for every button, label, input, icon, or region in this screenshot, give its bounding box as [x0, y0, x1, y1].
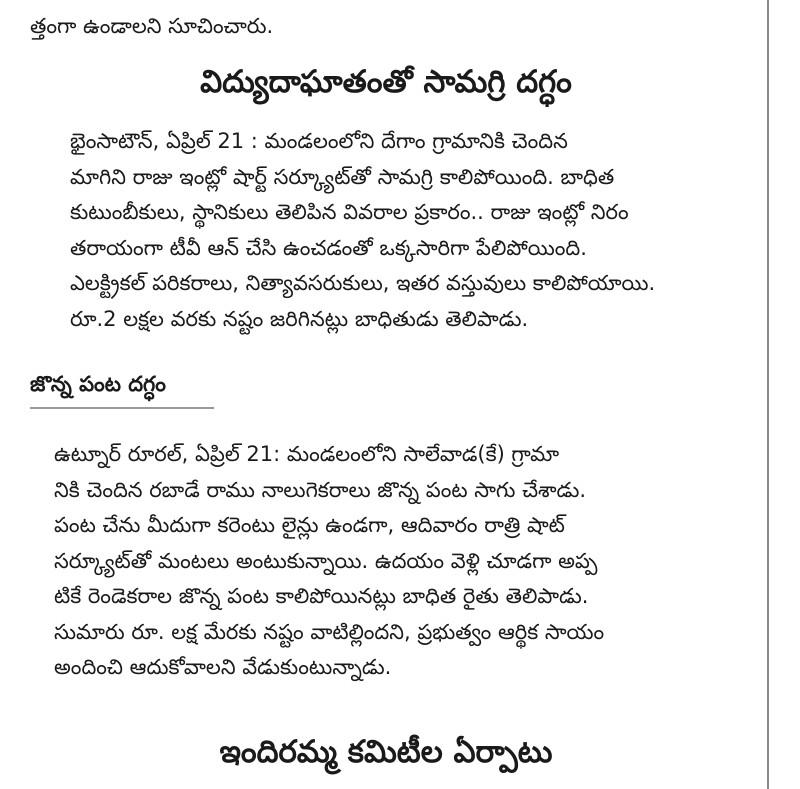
subheading-underline [30, 407, 214, 409]
story3-headline: ఇందిరమ్మ కమిటీల ఏర్పాటు [219, 734, 553, 770]
story1-line: మాగిని రాజు ఇంట్లో షార్ట్ సర్క్యూట్‌తో సామగ్రి కాలిపోయింది. బాధిత [70, 164, 615, 189]
story2-line: నికి చెందిన రబాడే రాము నాలుగెకరాలు జొన్న పంట సాగు చేశాడు. [54, 477, 587, 502]
story1-line: తరాయంగా టీవీ ఆన్ చేసి ఉంచడంతో ఒక్కసారిగా పేలిపోయింది. [70, 235, 587, 260]
story1-line: ఎలక్ట్రికల్ పరికరాలు, నిత్యావసరుకులు, ఇతర వస్తువులు కాలిపోయాయి. [70, 271, 656, 295]
clipped-previous-line [30, 0, 742, 7]
column-divider [767, 0, 769, 789]
story2-line: టికే రెండెకరాల జొన్న పంట కాలిపోయినట్లు బాధిత రైతు తెలిపాడు. [54, 584, 589, 608]
story1-line: కుటుంబీకులు, స్థానికులు తెలిపిన వివరాల ప్రకారం.. రాజు ఇంట్లో నిరం [70, 200, 629, 224]
previous-article-tail: త్తంగా ఉండాలని సూచించారు. [30, 14, 274, 38]
story1-line: భైంసాటౌన్, ఏప్రిల్ 21 : మండలంలోని దేగాం గ్రామానికి చెందిన [70, 129, 568, 153]
story2-subheading: జొన్న పంట దగ్ధం [30, 372, 166, 396]
story2-line: పంట చేను మీదుగా కరెంటు లైన్లు ఉండగా, ఆదివారం రాత్రి షాట్ [54, 513, 565, 537]
story2-line: సుమారు రూ. లక్ష మేరకు నష్టం వాటిల్లిందని, ప్రభుత్వం ఆర్థిక సాయం [54, 619, 605, 644]
story2-line: అందించి ఆదుకోవాలని వేడుకుంటున్నాడు. [54, 655, 392, 679]
story2-line: సర్క్యూట్‌తో మంటలు అంటుకున్నాయి. ఉదయం వెళ్లి చూడగా అప్ప [54, 548, 598, 573]
story1-headline: విద్యుదాఘాతంతో సామగ్రి దగ్ధం [200, 64, 572, 100]
story2-line: ఉట్నూర్ రూరల్, ఏప్రిల్ 21: మండలంలోని సాలేవాడ(కే) గ్రామా [54, 442, 560, 466]
story1-body [30, 124, 742, 337]
story2-body [30, 437, 742, 686]
story1-line: రూ.2 లక్షల వరకు నష్టం జరిగినట్లు బాధితుడు తెలిపాడు. [70, 306, 529, 331]
